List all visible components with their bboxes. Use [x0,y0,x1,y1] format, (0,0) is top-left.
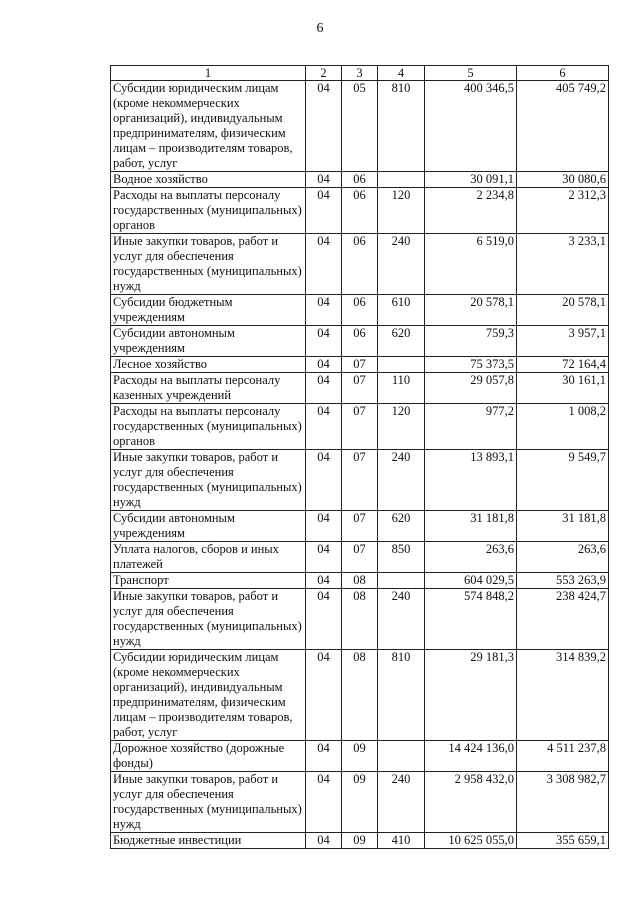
subsection-code-cell: 07 [342,404,378,450]
amount-col6-cell: 3 308 982,7 [517,772,609,833]
subsection-code-cell: 09 [342,833,378,849]
section-code-cell: 04 [306,81,342,172]
expense-type-code-cell: 240 [378,450,425,511]
amount-col5-cell: 10 625 055,0 [425,833,517,849]
section-code-cell: 04 [306,589,342,650]
expense-name-cell: Водное хозяйство [111,172,306,188]
amount-col6-cell: 355 659,1 [517,833,609,849]
table-row [111,357,609,373]
header-col-1: 1 [111,66,306,81]
expense-name-cell: Субсидии бюджетным учреждениям [111,295,306,326]
table-row [111,373,609,404]
header-col-6: 6 [517,66,609,81]
table-row [111,833,609,849]
amount-col5-cell: 759,3 [425,326,517,357]
expense-type-code-cell: 240 [378,589,425,650]
table-row [111,589,609,650]
subsection-code-cell: 08 [342,589,378,650]
table-header-row [111,66,609,81]
amount-col6-cell: 4 511 237,8 [517,741,609,772]
expense-type-code-cell: 120 [378,188,425,234]
expense-type-code-cell: 810 [378,650,425,741]
subsection-code-cell: 08 [342,573,378,589]
section-code-cell: 04 [306,295,342,326]
expense-name-cell: Расходы на выплаты персоналу казенных учреждений [111,373,306,404]
expense-name-cell: Субсидии юридическим лицам (кроме некоммерческих организаций), индивидуальным предпринимателям, физическим лицам – производителям товаров, работ, услуг [111,81,306,172]
amount-col6-cell: 3 957,1 [517,326,609,357]
amount-col5-cell: 31 181,8 [425,511,517,542]
expense-type-code-cell: 620 [378,326,425,357]
amount-col5-cell: 14 424 136,0 [425,741,517,772]
expense-type-code-cell: 410 [378,833,425,849]
expense-name-cell: Лесное хозяйство [111,357,306,373]
subsection-code-cell: 07 [342,450,378,511]
section-code-cell: 04 [306,573,342,589]
subsection-code-cell: 06 [342,188,378,234]
expense-type-code-cell: 120 [378,404,425,450]
subsection-code-cell: 06 [342,326,378,357]
amount-col6-cell: 1 008,2 [517,404,609,450]
table-row [111,511,609,542]
expense-name-cell: Иные закупки товаров, работ и услуг для обеспечения государственных (муниципальных) нужд [111,450,306,511]
expense-name-cell: Субсидии автономным учреждениям [111,511,306,542]
table-body [111,81,609,849]
table-row [111,450,609,511]
section-code-cell: 04 [306,741,342,772]
expense-name-cell: Иные закупки товаров, работ и услуг для обеспечения государственных (муниципальных) нужд [111,772,306,833]
section-code-cell: 04 [306,542,342,573]
table-row [111,573,609,589]
amount-col5-cell: 29 181,3 [425,650,517,741]
expense-name-cell: Иные закупки товаров, работ и услуг для обеспечения государственных (муниципальных) нужд [111,589,306,650]
table-row [111,650,609,741]
page-number: 6 [316,21,324,36]
expense-name-cell: Бюджетные инвестиции [111,833,306,849]
amount-col5-cell: 574 848,2 [425,589,517,650]
amount-col5-cell: 75 373,5 [425,357,517,373]
section-code-cell: 04 [306,772,342,833]
subsection-code-cell: 06 [342,172,378,188]
section-code-cell: 04 [306,404,342,450]
amount-col6-cell: 553 263,9 [517,573,609,589]
subsection-code-cell: 09 [342,772,378,833]
table-row [111,772,609,833]
amount-col5-cell: 30 091,1 [425,172,517,188]
subsection-code-cell: 07 [342,511,378,542]
section-code-cell: 04 [306,650,342,741]
amount-col6-cell: 3 233,1 [517,234,609,295]
subsection-code-cell: 09 [342,741,378,772]
amount-col6-cell: 9 549,7 [517,450,609,511]
budget-table [110,65,609,849]
expense-name-cell: Транспорт [111,573,306,589]
amount-col6-cell: 238 424,7 [517,589,609,650]
amount-col6-cell: 263,6 [517,542,609,573]
expense-type-code-cell: 240 [378,234,425,295]
expense-type-code-cell: 810 [378,81,425,172]
amount-col5-cell: 20 578,1 [425,295,517,326]
section-code-cell: 04 [306,234,342,295]
expense-name-cell: Дорожное хозяйство (дорожные фонды) [111,741,306,772]
section-code-cell: 04 [306,373,342,404]
amount-col5-cell: 263,6 [425,542,517,573]
subsection-code-cell: 06 [342,295,378,326]
subsection-code-cell: 07 [342,542,378,573]
section-code-cell: 04 [306,833,342,849]
expense-name-cell: Субсидии автономным учреждениям [111,326,306,357]
subsection-code-cell: 06 [342,234,378,295]
table-row [111,326,609,357]
section-code-cell: 04 [306,511,342,542]
header-col-3: 3 [342,66,378,81]
amount-col5-cell: 6 519,0 [425,234,517,295]
amount-col6-cell: 31 181,8 [517,511,609,542]
section-code-cell: 04 [306,172,342,188]
amount-col6-cell: 20 578,1 [517,295,609,326]
section-code-cell: 04 [306,357,342,373]
expense-type-code-cell: 610 [378,295,425,326]
amount-col5-cell: 29 057,8 [425,373,517,404]
table-row [111,741,609,772]
table-row [111,404,609,450]
header-col-2: 2 [306,66,342,81]
subsection-code-cell: 08 [342,650,378,741]
amount-col5-cell: 604 029,5 [425,573,517,589]
expense-name-cell: Расходы на выплаты персоналу государственных (муниципальных) органов [111,404,306,450]
amount-col6-cell: 30 161,1 [517,373,609,404]
expense-type-code-cell: 850 [378,542,425,573]
amount-col5-cell: 2 958 432,0 [425,772,517,833]
expense-name-cell: Иные закупки товаров, работ и услуг для обеспечения государственных (муниципальных) нужд [111,234,306,295]
section-code-cell: 04 [306,188,342,234]
section-code-cell: 04 [306,450,342,511]
expense-type-code-cell [378,573,425,589]
table-row [111,295,609,326]
expense-name-cell: Расходы на выплаты персоналу государственных (муниципальных) органов [111,188,306,234]
expense-name-cell: Уплата налогов, сборов и иных платежей [111,542,306,573]
amount-col6-cell: 314 839,2 [517,650,609,741]
expense-type-code-cell [378,172,425,188]
subsection-code-cell: 07 [342,357,378,373]
amount-col6-cell: 72 164,4 [517,357,609,373]
expense-type-code-cell: 620 [378,511,425,542]
expense-name-cell: Субсидии юридическим лицам (кроме некоммерческих организаций), индивидуальным предпринимателям, физическим лицам – производителям товаров, работ, услуг [111,650,306,741]
expense-type-code-cell: 110 [378,373,425,404]
header-col-4: 4 [378,66,425,81]
table-row [111,81,609,172]
amount-col5-cell: 400 346,5 [425,81,517,172]
amount-col5-cell: 13 893,1 [425,450,517,511]
section-code-cell: 04 [306,326,342,357]
amount-col6-cell: 30 080,6 [517,172,609,188]
subsection-code-cell: 07 [342,373,378,404]
expense-type-code-cell [378,357,425,373]
table-row [111,542,609,573]
table-row [111,172,609,188]
subsection-code-cell: 05 [342,81,378,172]
amount-col6-cell: 2 312,3 [517,188,609,234]
expense-type-code-cell: 240 [378,772,425,833]
table-row [111,188,609,234]
amount-col5-cell: 977,2 [425,404,517,450]
amount-col5-cell: 2 234,8 [425,188,517,234]
table-row [111,234,609,295]
amount-col6-cell: 405 749,2 [517,81,609,172]
expense-type-code-cell [378,741,425,772]
header-col-5: 5 [425,66,517,81]
